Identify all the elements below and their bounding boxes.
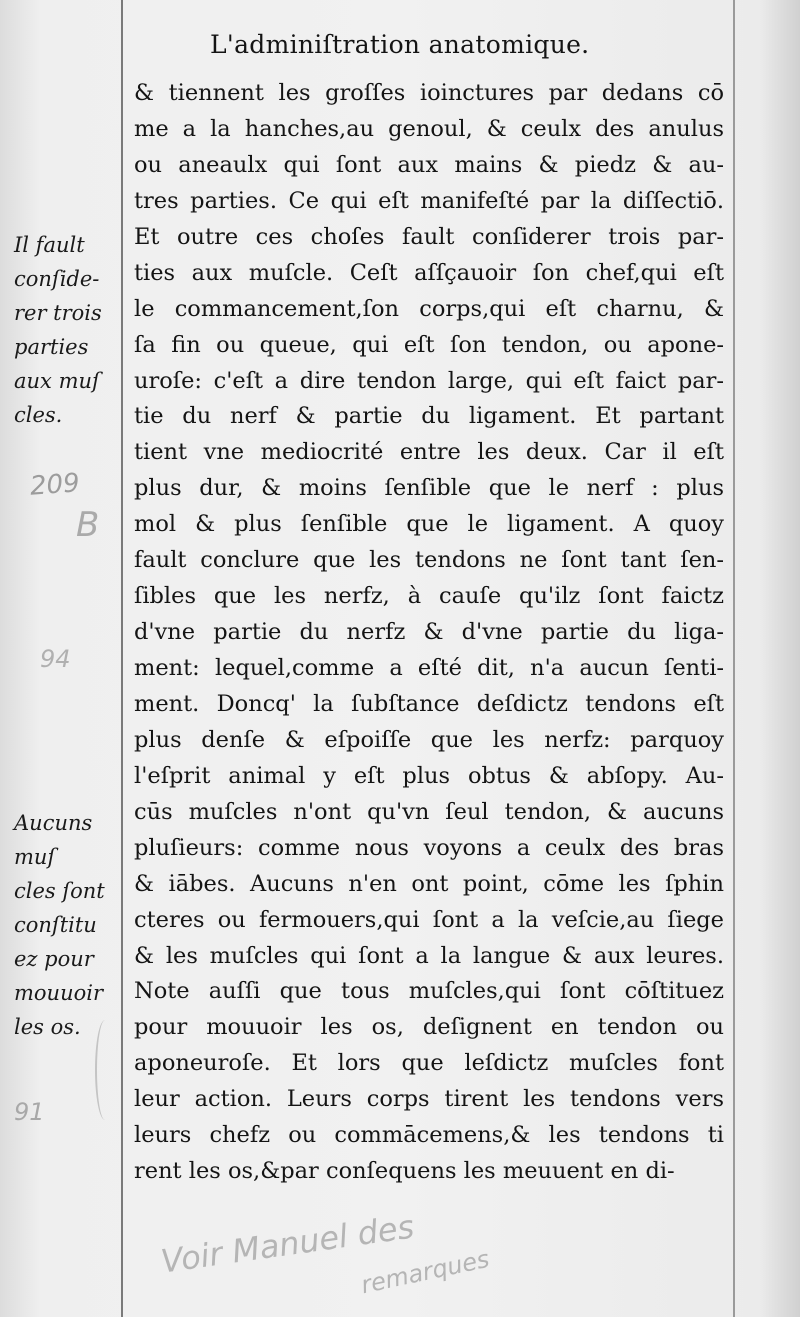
margin-note-line: les os.	[14, 1015, 81, 1039]
margin-note-parts	[14, 228, 124, 432]
text-line: ties aux muſcle. Ceſt aſſçauoir ſon chef,qui eſt	[134, 259, 724, 286]
text-line: d'vne partie du nerfz & d'vne partie du liga-	[134, 619, 724, 646]
text-line: rent les os,&par conſequens les meuuent en di-	[134, 1158, 675, 1185]
handwritten-note: remarques	[358, 1244, 492, 1300]
margin-note-line: rer trois	[14, 301, 102, 325]
text-line: Note auſſi que tous muſcles,qui ſont cōſtituez	[134, 978, 724, 1005]
text-line: leur action. Leurs corps tirent les tendons vers	[134, 1086, 724, 1113]
text-line: cteres ou fermouers,qui ſont a la veſcie,au ſiege	[134, 906, 724, 933]
handwritten-note: 209	[29, 468, 81, 502]
margin-note-line: cles ſont	[14, 879, 105, 903]
margin-note-line: conſtitu	[14, 913, 97, 937]
text-line: ſibles que les nerfz, à cauſe qu'ilz ſont faictz	[134, 583, 724, 610]
margin-rule-right	[733, 0, 735, 1317]
text-line: leurs chefz ou commācemens,& les tendons ti	[134, 1122, 724, 1149]
text-line: ou aneaulx qui ſont aux mains & piedz & au-	[134, 151, 724, 178]
margin-note-line: mouuoir	[14, 981, 104, 1005]
margin-note-line: cles.	[14, 403, 63, 427]
text-line: & iābes. Aucuns n'en ont point, cōme les ſphin	[134, 870, 724, 897]
text-line: aponeuroſe. Et lors que leſdictz muſcles font	[134, 1050, 724, 1077]
margin-note-line: muſ	[14, 845, 56, 869]
text-line: mol & plus ſenſible que le ligament. A quoy	[134, 511, 724, 538]
margin-note-line: Aucuns	[14, 811, 93, 835]
text-line: fault conclure que les tendons ne ſont tant ſen-	[134, 547, 724, 574]
text-line: & tiennent les groſſes ioinctures par dedans cō	[134, 80, 724, 106]
handwritten-brace	[95, 1020, 115, 1120]
running-head: L'adminiſtration anatomique.	[210, 30, 590, 59]
text-line: ſa fin ou queue, qui eſt ſon tendon, ou apone-	[134, 331, 724, 358]
text-line: plus dur, & moins ſenſible que le nerf : plus	[134, 475, 724, 502]
text-line: pour mouuoir les os, deſignent en tendon ou	[134, 1014, 724, 1041]
text-line: & les muſcles qui ſont a la langue & aux leures.	[134, 942, 724, 969]
text-line: Et outre ces choſes fault conſiderer trois par-	[134, 223, 724, 250]
text-line: pluſieurs: comme nous voyons a ceulx des bras	[134, 834, 724, 861]
handwritten-note: 91	[14, 1098, 45, 1126]
handwritten-note: Voir Manuel des	[158, 1207, 417, 1281]
body-text	[134, 76, 724, 1190]
text-line: ment. Doncq' la ſubſtance deſdictz tendons eſt	[134, 690, 724, 717]
text-line: me a la hanches,au genoul, & ceulx des anulus	[134, 115, 724, 142]
margin-note-line: Il fault	[14, 233, 85, 257]
text-line: uroſe: c'eſt a dire tendon large, qui eſt faict par-	[134, 367, 724, 394]
text-line: ment: lequel,comme a eſté dit, n'a aucun ſenti-	[134, 655, 724, 681]
handwritten-note: B	[76, 505, 100, 545]
margin-note-line: aux muſ	[14, 369, 100, 393]
handwritten-note: 94	[40, 645, 71, 673]
text-line: plus denſe & eſpoiſſe que les nerfz: parquoy	[134, 726, 724, 753]
margin-note-line: ez pour	[14, 947, 94, 971]
text-line: tres parties. Ce qui eſt manifeſté par la diſſectiō.	[134, 187, 724, 214]
text-line: le commancement,ſon corps,qui eſt charnu, &	[134, 295, 724, 322]
margin-note-muscles	[14, 806, 124, 1044]
text-line: tie du nerf & partie du ligament. Et partant	[134, 403, 724, 430]
text-line: cūs muſcles n'ont qu'vn ſeul tendon, & aucuns	[134, 798, 724, 825]
margin-rule-left	[121, 0, 123, 1317]
margin-note-line: parties	[14, 335, 89, 359]
margin-note-line: conſide-	[14, 267, 100, 291]
text-line: tient vne mediocrité entre les deux. Car il eſt	[134, 439, 724, 466]
text-line: l'eſprit animal y eſt plus obtus & abſopy. Au-	[134, 762, 724, 789]
